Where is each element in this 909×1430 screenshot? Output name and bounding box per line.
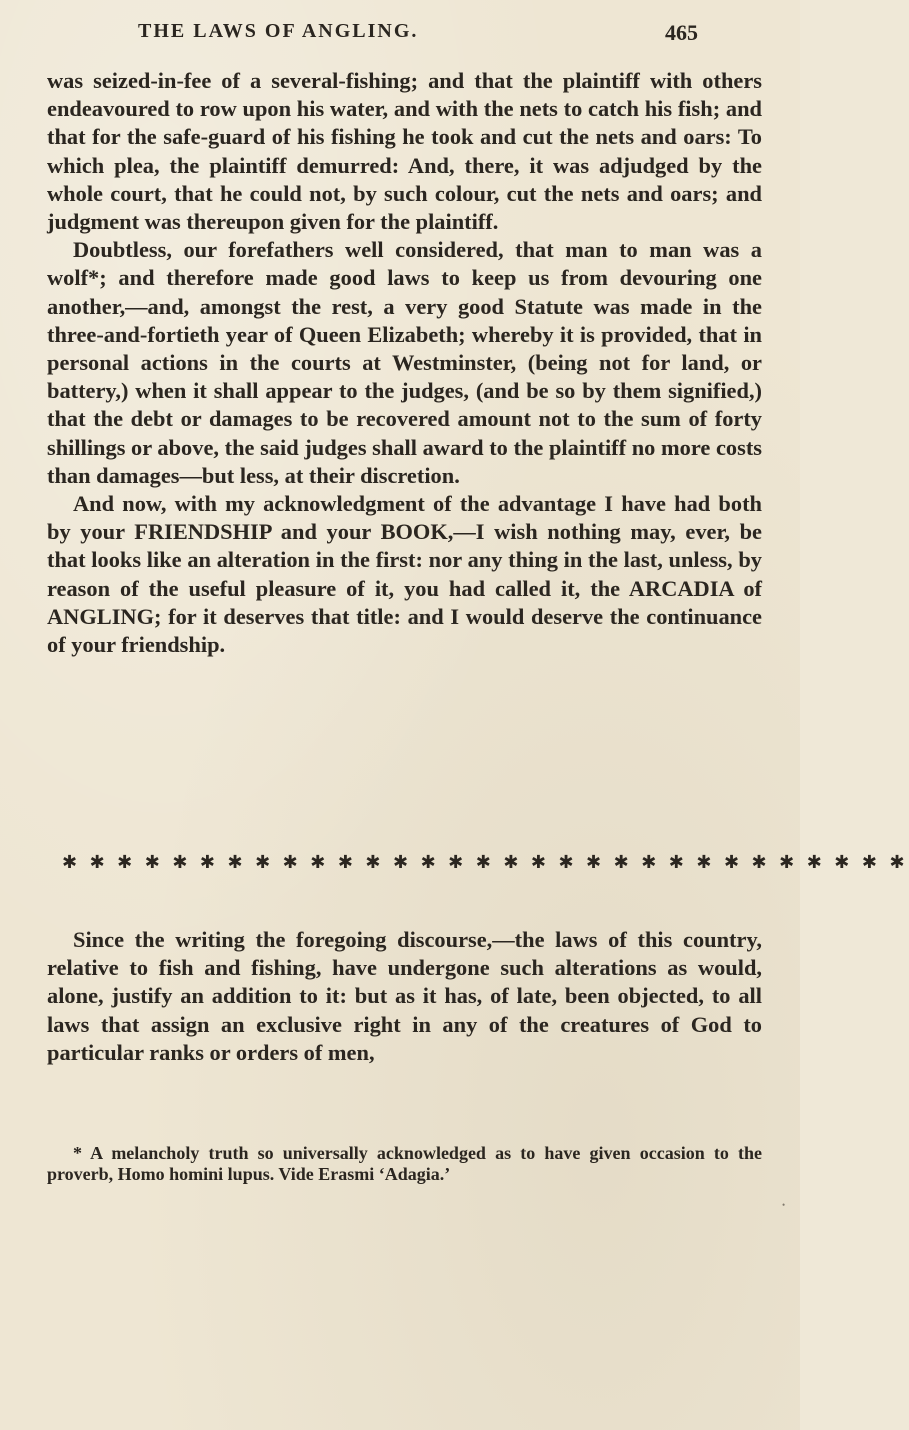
running-head: THE LAWS OF ANGLING. (138, 20, 419, 42)
footnote (47, 1143, 762, 1185)
paragraph-2: Doubtless, our forefathers well considered, that man to man was a wolf*; and therefore made good laws to keep us from devouring one another,—and, amongst the rest, a very good Statute was made in the three-and-fortieth year of Queen Elizabeth; whereby it is provided, that in personal actions in the courts at Westminster, (being not for land, or battery,) when it shall appear to the judges, (and be so by them signified,) that the debt or damages to be recovered amount not to the sum of forty shillings or above, the said judges shall award to the plaintiff no more costs than damages—but less, at their discretion. (47, 237, 762, 488)
paragraph-1: was seized-in-fee of a several-fishing; and that the plaintiff with others endeavoured to row upon his water, and with the nets to catch his fish; and that for the safe-guard of his fishing he took and cut the nets and oars: To which plea, the plaintiff demurred: And, there, it was adjudged by the whole court, that he could not, by such colour, cut the nets and oars; and judgment was thereupon given for the plaintiff. (47, 68, 762, 235)
footnote-text: * A melancholy truth so universally acknowledged as to have given occasion to the proverb, Homo homini lupus. Vide Erasmi ‘Adagia.’ (47, 1143, 762, 1184)
page-header (138, 20, 698, 54)
page-number: 465 (665, 20, 698, 45)
main-text (47, 67, 762, 659)
paragraph-3: And now, with my acknowledgment of the advantage I have had both by your FRIENDSHIP and your BOOK,—I wish nothing may, ever, be that looks like an alteration in the first: nor any thing in the last, unless, by reason of the useful pleasure of it, you had called it, the ARCADIA of ANGLING; for it deserves that title: and I would deserve the continuance of your friendship. (47, 491, 762, 658)
page-speck: • (782, 1200, 786, 1210)
section-two-paragraph: Since the writing the foregoing discourse,—the laws of this country, relative to fish and fishing, have undergone such alterations as would, alone, justify an addition to it: but as it has, of late, been objected, to all laws that assign an exclusive right in any of the creatures of God to particular ranks or orders of men, (47, 927, 762, 1065)
section-separator: ✱ ✱ ✱ ✱ ✱ ✱ ✱ ✱ ✱ ✱ ✱ ✱ ✱ ✱ ✱ ✱ ✱ ✱ ✱ ✱ ✱ ✱ ✱ ✱ ✱ ✱ ✱ ✱ ✱ ✱ ✱ (62, 852, 909, 872)
section-two (47, 926, 762, 1067)
